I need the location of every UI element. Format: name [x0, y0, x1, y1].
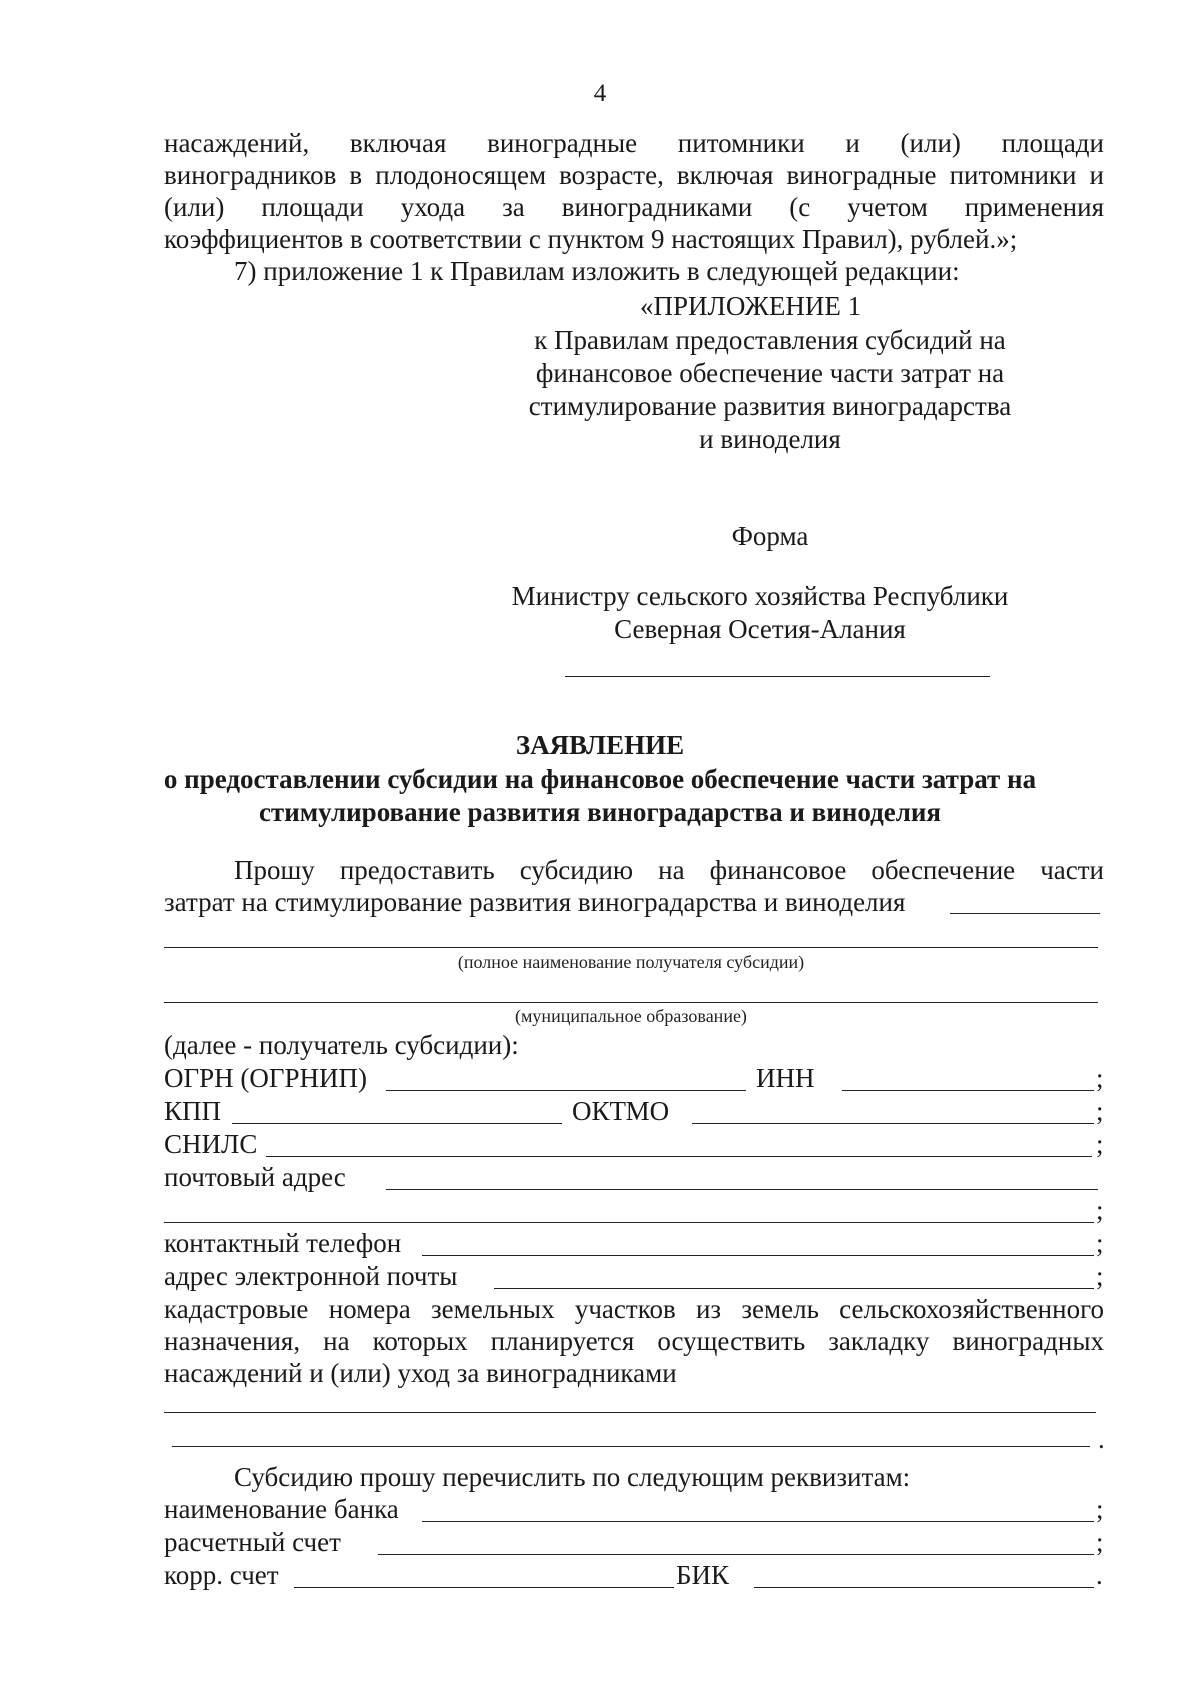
account-field[interactable]	[378, 1554, 1094, 1555]
postal-address-field[interactable]	[386, 1189, 1098, 1190]
postal-row	[164, 1162, 1104, 1194]
appendix-line-4: и виноделия	[699, 424, 841, 454]
intro-line-4: коэффициентов в соответствии с пунктом 9 настоящих Правил), рублей.»;	[164, 224, 1018, 254]
kpp-oktmo-row	[164, 1096, 1104, 1128]
postal-address-field-2[interactable]	[164, 1222, 1094, 1223]
appendix-line-3: стимулирование развития виноградарства	[528, 391, 1012, 421]
intro-line-3: (или) площади ухода за виноградниками (с учетом применения	[164, 192, 1104, 222]
hereinafter-text: (далее - получатель субсидии):	[164, 1030, 519, 1060]
phone-semicolon: ;	[1096, 1228, 1104, 1258]
cadastral-line-1: кадастровые номера земельных участков из земель сельскохозяйственного	[164, 1294, 1104, 1324]
appendix-line-1: к Правилам предоставления субсидий на	[534, 325, 1006, 355]
page-number: 4	[593, 80, 607, 107]
intro-line-1: насаждений, включая виноградные питомники и (или) площади	[164, 128, 1104, 158]
statement-title: ЗАЯВЛЕНИЕ	[515, 730, 685, 760]
cadastral-line-3: насаждений и (или) уход за виноградниками	[164, 1358, 677, 1388]
municipality-caption: (муниципальное образование)	[515, 1006, 747, 1026]
corr-bik-row	[164, 1560, 1104, 1592]
appendix-line-2: финансовое обеспечение части затрат на	[535, 358, 1005, 388]
postal-row-2	[164, 1195, 1104, 1227]
ogrn-label: ОГРН (ОГРНИП)	[164, 1063, 367, 1093]
bank-intro: Субсидию прошу перечислить по следующим реквизитам:	[234, 1462, 911, 1492]
recipient-name-line	[164, 947, 1098, 948]
addressee-line-2: Северная Осетия-Алания	[614, 614, 906, 644]
request-line-2-blank	[950, 913, 1100, 914]
postal-semicolon: ;	[1096, 1195, 1104, 1225]
kpp-oktmo-semicolon: ;	[1096, 1096, 1104, 1126]
recipient-caption: (полное наименование получателя субсидии)	[457, 952, 805, 972]
bank-name-semicolon: ;	[1096, 1494, 1104, 1524]
bank-name-field[interactable]	[422, 1521, 1094, 1522]
intro-line-5: 7) приложение 1 к Правилам изложить в следующей редакции:	[234, 256, 960, 286]
kpp-label: КПП	[164, 1096, 222, 1126]
corr-bik-period: .	[1096, 1560, 1103, 1590]
phone-label: контактный телефон	[164, 1228, 402, 1258]
bank-name-label: наименование банка	[164, 1494, 399, 1524]
postal-address-label: почтовый адрес	[164, 1162, 346, 1192]
cadastral-line-2: назначения, на которых планируется осуществить закладку виноградных	[164, 1326, 1104, 1356]
statement-subtitle-1: о предоставлении субсидии на финансовое обеспечение части затрат на	[163, 764, 1037, 794]
snils-label: СНИЛС	[164, 1129, 258, 1159]
oktmo-label: ОКТМО	[572, 1096, 670, 1126]
corr-account-field[interactable]	[294, 1587, 674, 1588]
cadastral-field-2[interactable]	[172, 1446, 1090, 1447]
form-label: Форма	[731, 521, 809, 551]
ogrn-inn-semicolon: ;	[1096, 1063, 1104, 1093]
email-row	[164, 1261, 1104, 1293]
intro-line-2: виноградников в плодоносящем возрасте, включая виноградные питомники и	[164, 160, 1104, 190]
snils-semicolon: ;	[1096, 1129, 1104, 1159]
appendix-title: «ПРИЛОЖЕНИЕ 1	[640, 291, 862, 321]
statement-subtitle-2: стимулирование развития виноградарства и виноделия	[258, 797, 942, 827]
cadastral-period: .	[1098, 1424, 1105, 1454]
phone-row	[164, 1228, 1104, 1260]
inn-field[interactable]	[842, 1090, 1094, 1091]
email-semicolon: ;	[1096, 1261, 1104, 1291]
addressee-underline	[565, 676, 990, 677]
cadastral-field-1[interactable]	[164, 1412, 1096, 1413]
kpp-field[interactable]	[232, 1123, 562, 1124]
request-line-1: Прошу предоставить субсидию на финансовое обеспечение части	[234, 855, 1104, 885]
request-line-2: затрат на стимулирование развития виноградарства и виноделия	[164, 887, 906, 917]
municipality-line	[164, 1002, 1098, 1003]
snils-row	[164, 1129, 1104, 1161]
account-semicolon: ;	[1096, 1527, 1104, 1557]
account-row	[164, 1527, 1104, 1559]
ogrn-inn-row	[164, 1063, 1104, 1095]
bik-field[interactable]	[754, 1587, 1094, 1588]
inn-label: ИНН	[756, 1063, 815, 1093]
bik-label: БИК	[676, 1560, 730, 1590]
phone-field[interactable]	[422, 1255, 1094, 1256]
ogrn-field[interactable]	[386, 1090, 746, 1091]
email-field[interactable]	[494, 1288, 1094, 1289]
corr-account-label: корр. счет	[164, 1560, 279, 1590]
snils-field[interactable]	[266, 1156, 1092, 1157]
bank-name-row	[164, 1494, 1104, 1526]
addressee-line-1: Министру сельского хозяйства Республики	[511, 581, 1009, 611]
email-label: адрес электронной почты	[164, 1261, 458, 1291]
account-label: расчетный счет	[164, 1527, 341, 1557]
oktmo-field[interactable]	[692, 1123, 1094, 1124]
